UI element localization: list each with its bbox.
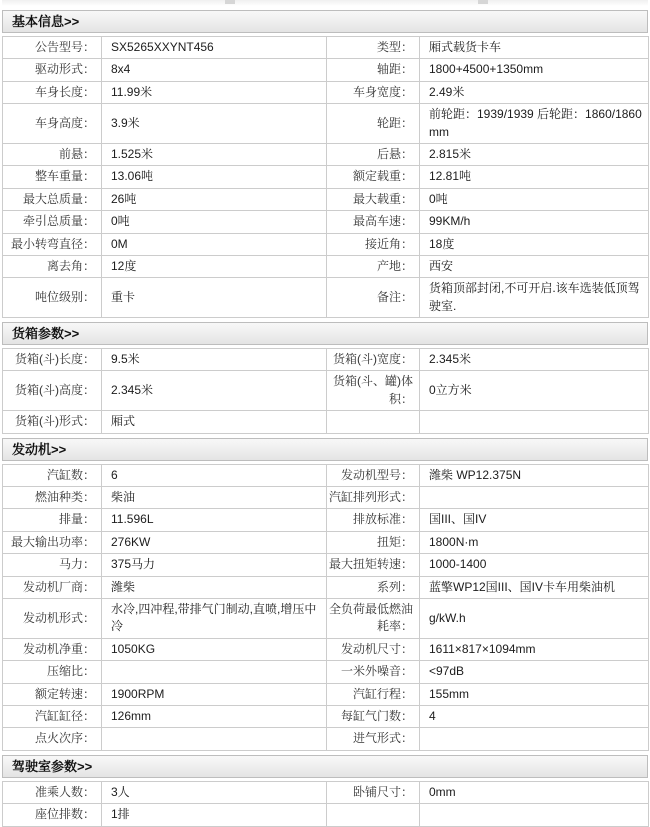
- spec-value: 前轮距：1939/1939 后轮距：1860/1860mm: [420, 104, 649, 144]
- spec-value: 厢式载货卡车: [420, 37, 649, 59]
- spec-label: 货箱(斗)长度：: [3, 349, 102, 371]
- spec-row: [3, 81, 649, 103]
- spec-value: 货箱顶部封闭,不可开启.该车选装低顶驾驶室.: [420, 278, 649, 318]
- spec-label: 准乘人数：: [3, 781, 102, 803]
- spec-label: 接近角：: [327, 233, 420, 255]
- spec-row: [3, 166, 649, 188]
- spec-value: [420, 804, 649, 826]
- spec-row: [3, 143, 649, 165]
- spec-table: [2, 348, 649, 434]
- spec-label: 货箱(斗)宽度：: [327, 349, 420, 371]
- spec-value: 1900RPM: [102, 683, 327, 705]
- spec-label: [327, 411, 420, 433]
- spec-row: [3, 349, 649, 371]
- spec-row: [3, 531, 649, 553]
- spec-value: 1000-1400: [420, 554, 649, 576]
- spec-value: 375马力: [102, 554, 327, 576]
- spec-row: [3, 705, 649, 727]
- spec-label: 卧铺尺寸：: [327, 781, 420, 803]
- spec-label: 发动机净重：: [3, 638, 102, 660]
- spec-value: 0吨: [102, 211, 327, 233]
- spec-section: [2, 10, 648, 318]
- spec-value: 99KM/h: [420, 211, 649, 233]
- spec-label: 燃油种类：: [3, 487, 102, 509]
- spec-table: [2, 36, 649, 318]
- spec-label: 系列：: [327, 576, 420, 598]
- spec-label: 最大扭矩转速：: [327, 554, 420, 576]
- spec-row: [3, 554, 649, 576]
- spec-value: 11.596L: [102, 509, 327, 531]
- spec-value: 12度: [102, 255, 327, 277]
- spec-value: 1.525米: [102, 143, 327, 165]
- spec-label: 车身高度：: [3, 104, 102, 144]
- spec-section: [2, 438, 648, 751]
- spec-label: 进气形式：: [327, 728, 420, 750]
- spec-value: 9.5米: [102, 349, 327, 371]
- spec-row: [3, 576, 649, 598]
- spec-label: 一米外噪音：: [327, 661, 420, 683]
- spec-row: [3, 411, 649, 433]
- spec-value: 276KW: [102, 531, 327, 553]
- spec-label: 驱动形式：: [3, 59, 102, 81]
- spec-label: 发动机型号：: [327, 464, 420, 486]
- spec-value: 126mm: [102, 705, 327, 727]
- spec-label: 最高车速：: [327, 211, 420, 233]
- spec-value: 潍柴 WP12.375N: [420, 464, 649, 486]
- spec-value: 1800+4500+1350mm: [420, 59, 649, 81]
- spec-row: [3, 37, 649, 59]
- spec-row: [3, 464, 649, 486]
- spec-value: 6: [102, 464, 327, 486]
- spec-row: [3, 509, 649, 531]
- spec-label: 最大输出功率：: [3, 531, 102, 553]
- spec-label: 排量：: [3, 509, 102, 531]
- spec-label: 货箱(斗、罐)体积：: [327, 371, 420, 411]
- spec-value: 3.9米: [102, 104, 327, 144]
- spec-value: 2.815米: [420, 143, 649, 165]
- spec-value: 8x4: [102, 59, 327, 81]
- spec-label: 货箱(斗)高度：: [3, 371, 102, 411]
- spec-label: 发动机尺寸：: [327, 638, 420, 660]
- spec-value: 18度: [420, 233, 649, 255]
- spec-value: SX5265XXYNT456: [102, 37, 327, 59]
- spec-label: 额定载重：: [327, 166, 420, 188]
- spec-label: 类型：: [327, 37, 420, 59]
- spec-section: [2, 755, 648, 827]
- spec-value: 155mm: [420, 683, 649, 705]
- spec-label: 扭矩：: [327, 531, 420, 553]
- spec-label: 备注：: [327, 278, 420, 318]
- section-header[interactable]: 发动机>>: [2, 438, 648, 461]
- spec-label: 压缩比：: [3, 661, 102, 683]
- spec-value: <97dB: [420, 661, 649, 683]
- spec-label: 整车重量：: [3, 166, 102, 188]
- spec-value: 0吨: [420, 188, 649, 210]
- spec-label: 货箱(斗)形式：: [3, 411, 102, 433]
- spec-value: g/kW.h: [420, 598, 649, 638]
- spec-value: 2.345米: [420, 349, 649, 371]
- spec-label: 产地：: [327, 255, 420, 277]
- section-header[interactable]: 驾驶室参数>>: [2, 755, 648, 778]
- spec-value: 水冷,四冲程,带排气门制动,直喷,增压中冷: [102, 598, 327, 638]
- spec-value: 厢式: [102, 411, 327, 433]
- spec-label: 汽缸排列形式：: [327, 487, 420, 509]
- spec-label: 点火次序：: [3, 728, 102, 750]
- cutoff-border-artifact: [478, 0, 488, 4]
- spec-sections: [2, 10, 648, 827]
- spec-value: [102, 661, 327, 683]
- spec-row: [3, 233, 649, 255]
- page-top-artifact: [2, 0, 648, 6]
- spec-row: [3, 59, 649, 81]
- spec-row: [3, 781, 649, 803]
- spec-label: 公告型号：: [3, 37, 102, 59]
- spec-value: 12.81吨: [420, 166, 649, 188]
- spec-label: 座位排数：: [3, 804, 102, 826]
- spec-value: 潍柴: [102, 576, 327, 598]
- spec-value: 1排: [102, 804, 327, 826]
- spec-label: 汽缸行程：: [327, 683, 420, 705]
- spec-row: [3, 487, 649, 509]
- spec-value: 0mm: [420, 781, 649, 803]
- spec-row: [3, 104, 649, 144]
- spec-value: 国III、国IV: [420, 509, 649, 531]
- spec-row: [3, 728, 649, 750]
- spec-label: 离去角：: [3, 255, 102, 277]
- spec-row: [3, 638, 649, 660]
- spec-table: [2, 781, 649, 827]
- spec-label: 全负荷最低燃油耗率：: [327, 598, 420, 638]
- spec-label: 额定转速：: [3, 683, 102, 705]
- spec-section: [2, 322, 648, 434]
- spec-label: 发动机厂商：: [3, 576, 102, 598]
- spec-value: 3人: [102, 781, 327, 803]
- section-header[interactable]: 货箱参数>>: [2, 322, 648, 345]
- spec-row: [3, 278, 649, 318]
- spec-value: 2.49米: [420, 81, 649, 103]
- spec-label: 轮距：: [327, 104, 420, 144]
- spec-label: 轴距：: [327, 59, 420, 81]
- spec-value: 蓝擎WP12国III、国IV卡车用柴油机: [420, 576, 649, 598]
- spec-label: 汽缸缸径：: [3, 705, 102, 727]
- spec-label: 最大总质量：: [3, 188, 102, 210]
- spec-label: 前悬：: [3, 143, 102, 165]
- section-header[interactable]: 基本信息>>: [2, 10, 648, 33]
- spec-label: 马力：: [3, 554, 102, 576]
- spec-table: [2, 464, 649, 751]
- spec-row: [3, 661, 649, 683]
- spec-label: 排放标准：: [327, 509, 420, 531]
- spec-row: [3, 255, 649, 277]
- spec-value: 26吨: [102, 188, 327, 210]
- cutoff-border-artifact: [225, 0, 235, 4]
- spec-label: 车身长度：: [3, 81, 102, 103]
- spec-value: 西安: [420, 255, 649, 277]
- spec-label: [327, 804, 420, 826]
- spec-value: 1050KG: [102, 638, 327, 660]
- spec-label: 后悬：: [327, 143, 420, 165]
- spec-label: 最大载重：: [327, 188, 420, 210]
- spec-row: [3, 188, 649, 210]
- spec-row: [3, 211, 649, 233]
- spec-row: [3, 371, 649, 411]
- spec-row: [3, 598, 649, 638]
- spec-value: 1800N·m: [420, 531, 649, 553]
- spec-value: [102, 728, 327, 750]
- spec-label: 发动机形式：: [3, 598, 102, 638]
- spec-value: 13.06吨: [102, 166, 327, 188]
- spec-label: 牵引总质量：: [3, 211, 102, 233]
- spec-value: 2.345米: [102, 371, 327, 411]
- spec-value: 0立方米: [420, 371, 649, 411]
- spec-value: [420, 487, 649, 509]
- spec-label: 车身宽度：: [327, 81, 420, 103]
- spec-value: 11.99米: [102, 81, 327, 103]
- spec-row: [3, 804, 649, 826]
- spec-label: 吨位级别：: [3, 278, 102, 318]
- spec-row: [3, 683, 649, 705]
- spec-value: 重卡: [102, 278, 327, 318]
- spec-value: 4: [420, 705, 649, 727]
- spec-label: 最小转弯直径：: [3, 233, 102, 255]
- spec-label: 每缸气门数：: [327, 705, 420, 727]
- spec-value: [420, 728, 649, 750]
- spec-value: 1611×817×1094mm: [420, 638, 649, 660]
- spec-value: 柴油: [102, 487, 327, 509]
- spec-value: 0M: [102, 233, 327, 255]
- spec-value: [420, 411, 649, 433]
- spec-label: 汽缸数：: [3, 464, 102, 486]
